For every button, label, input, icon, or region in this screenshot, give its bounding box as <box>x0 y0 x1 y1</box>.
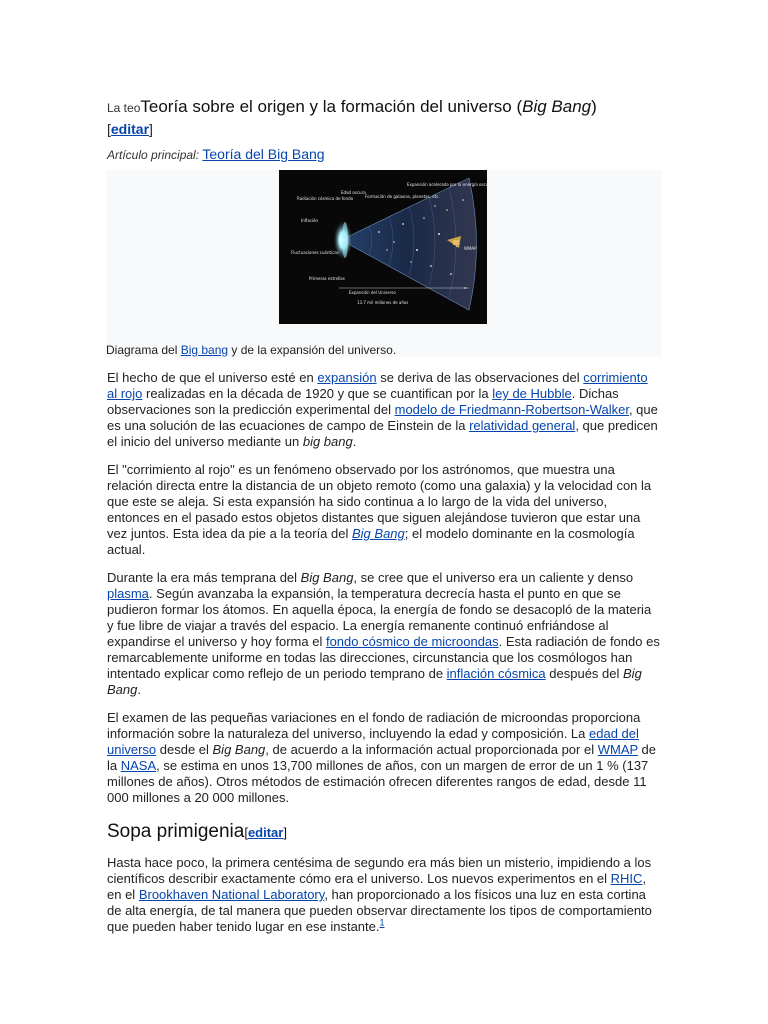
main-article-note <box>107 145 660 164</box>
diagram-label-primeras-estrellas: Primeras estrellas <box>309 276 345 281</box>
diagram-label-radiacion: Radiación cósmica de fondo <box>297 196 354 201</box>
figure-box <box>106 170 662 357</box>
caption-text: Diagrama del <box>106 343 181 357</box>
diagram-label-inflacion: Inflación <box>301 218 318 223</box>
link-modelo-frw[interactable]: modelo de Friedmann-Robertson-Walker <box>394 402 629 417</box>
edit-section-link[interactable]: editar <box>247 825 284 840</box>
main-article-label: Artículo principal: <box>107 148 200 162</box>
caption-text-end: y de la expansión del universo. <box>228 343 397 357</box>
big-bang-diagram-image[interactable] <box>279 170 487 324</box>
link-corrimiento-al-rojo[interactable]: corrimiento al rojo <box>107 370 648 401</box>
edit-section-wrapper <box>107 119 660 139</box>
diagram-label-expansion: Expansión del Universo <box>349 290 396 295</box>
caption-big-bang-link[interactable]: Big bang <box>180 343 229 357</box>
link-wmap[interactable]: WMAP <box>597 742 638 757</box>
section-heading-sopa: Sopa primigenia[editar] <box>107 821 287 842</box>
link-fondo-cosmico[interactable]: fondo cósmico de microondas <box>325 634 499 649</box>
diagram-label-edad-oscura: Edad oscura <box>341 190 366 195</box>
edit-bracket-close: ] <box>149 121 153 137</box>
paragraph: El examen de las pequeñas variaciones en el fondo de radiación de microondas proporciona información sobre la naturaleza del universo, incluyendo la edad y composición. La edad del universo desde el Big Bang, de acuerdo a la información actual proporcionada por el WMAP de la NASA, se estima en unos 13,700 millones de años, con un margen de error de un 1 % (137 millones de años). Otros métodos de estimación ofrecen diferentes rangos de edad, desde 11 000 millones a 20 000 millones. <box>107 710 657 805</box>
link-edad-del-universo[interactable]: edad del universo <box>107 726 639 757</box>
edit-bracket-open: [ <box>107 121 111 137</box>
link-expansion[interactable]: expansión <box>317 370 377 385</box>
link-rhic[interactable]: RHIC <box>610 871 643 886</box>
heading-title: Teoría sobre el origen y la formación del universo ( <box>140 97 523 116</box>
heading-prefix: La teo <box>107 101 141 115</box>
link-relatividad-general[interactable]: relatividad general <box>469 418 576 433</box>
paragraph: Durante la era más temprana del Big Bang, se cree que el universo era un caliente y denso plasma. Según avanzaba la expansión, la temperatura decrecía hasta el punto en que se pudieron formar los átomos. En aquella época, la energía de fondo se desacopló de la materia y fue libre de viajar a través del espacio. La energía remanente continuó enfriándose al expandirse el universo y hoy forma el fondo cósmico de microondas. Esta radiación de fondo es remarcablemente uniforme en todas las direcciones, circunstancia que los cosmólogos han intentado explicar como reflejo de un periodo temprano de inflación cósmica después del Big Bang. <box>107 570 660 697</box>
diagram-label-anos: 13.7 mil millones de años <box>357 300 409 305</box>
paragraph: El "corrimiento al rojo" es un fenómeno observado por los astrónomos, que muestra una relación directa entre la distancia de un objeto remoto (como una galaxia) y la velocidad con la que este se aleja. Si esta expansión ha sido continua a lo largo de la vida del universo, entonces en el pasado estos objetos distantes que siguen alejándose tuvieron que estar una vez juntos. Esta idea da pie a la teoría del Big Bang; el modelo dominante en la cosmología actual. <box>107 462 652 557</box>
diagram-label-wmap: WMAP <box>464 246 477 251</box>
edit-section-link[interactable]: editar <box>110 121 150 137</box>
figure-caption <box>106 343 396 357</box>
paragraph: Hasta hace poco, la primera centésima de segundo era más bien un misterio, impidiendo a los científicos describir exactamente cómo era el universo. Los nuevos experimentos en el RHIC, en el Brookhaven National Laboratory, han proporcionado a los físicos una luz en esta cortina de alta energía, de tal manera que pueden observar directamente los tipos de comportamiento que pueden haber tenido lugar en ese instante.$^1$ <box>107 855 652 934</box>
reference-link[interactable]: 1 <box>379 917 385 928</box>
link-nasa[interactable]: NASA <box>120 758 157 773</box>
link-plasma[interactable]: plasma <box>107 586 149 601</box>
link-ley-de-hubble[interactable]: ley de Hubble <box>492 386 572 401</box>
link-inflacion-cosmica[interactable]: inflación cósmica <box>446 666 546 681</box>
link-brookhaven[interactable]: Brookhaven National Laboratory <box>138 887 325 902</box>
section-heading <box>107 96 660 119</box>
heading-title-italic: Big Bang <box>522 97 592 116</box>
heading-title-close: ) <box>591 97 597 116</box>
link-big-bang[interactable]: Big Bang <box>352 526 405 541</box>
paragraph: El hecho de que el universo esté en expansión se deriva de las observaciones del corrimiento al rojo realizadas en la década de 1920 y que se cuantifican por la ley de Hubble. Dichas observaciones son la predicción experimental del modelo de Friedmann-Robertson-Walker, que es una solución de las ecuaciones de campo de Einstein de la relatividad general, que predicen el inicio del universo mediante un big bang. <box>107 370 658 449</box>
diagram-label-fluctuaciones: Fluctuaciones cuánticas <box>291 250 339 255</box>
diagram-label-expansion-acelerada: Expansión acelerada por la energía oscura <box>407 182 487 187</box>
article-content <box>107 96 660 935</box>
section-title: Sopa primigenia <box>107 821 245 842</box>
main-article-link[interactable]: Teoría del Big Bang <box>202 146 325 162</box>
diagram-label-formacion: Formación de galaxias, planetas, etc. <box>365 194 440 199</box>
